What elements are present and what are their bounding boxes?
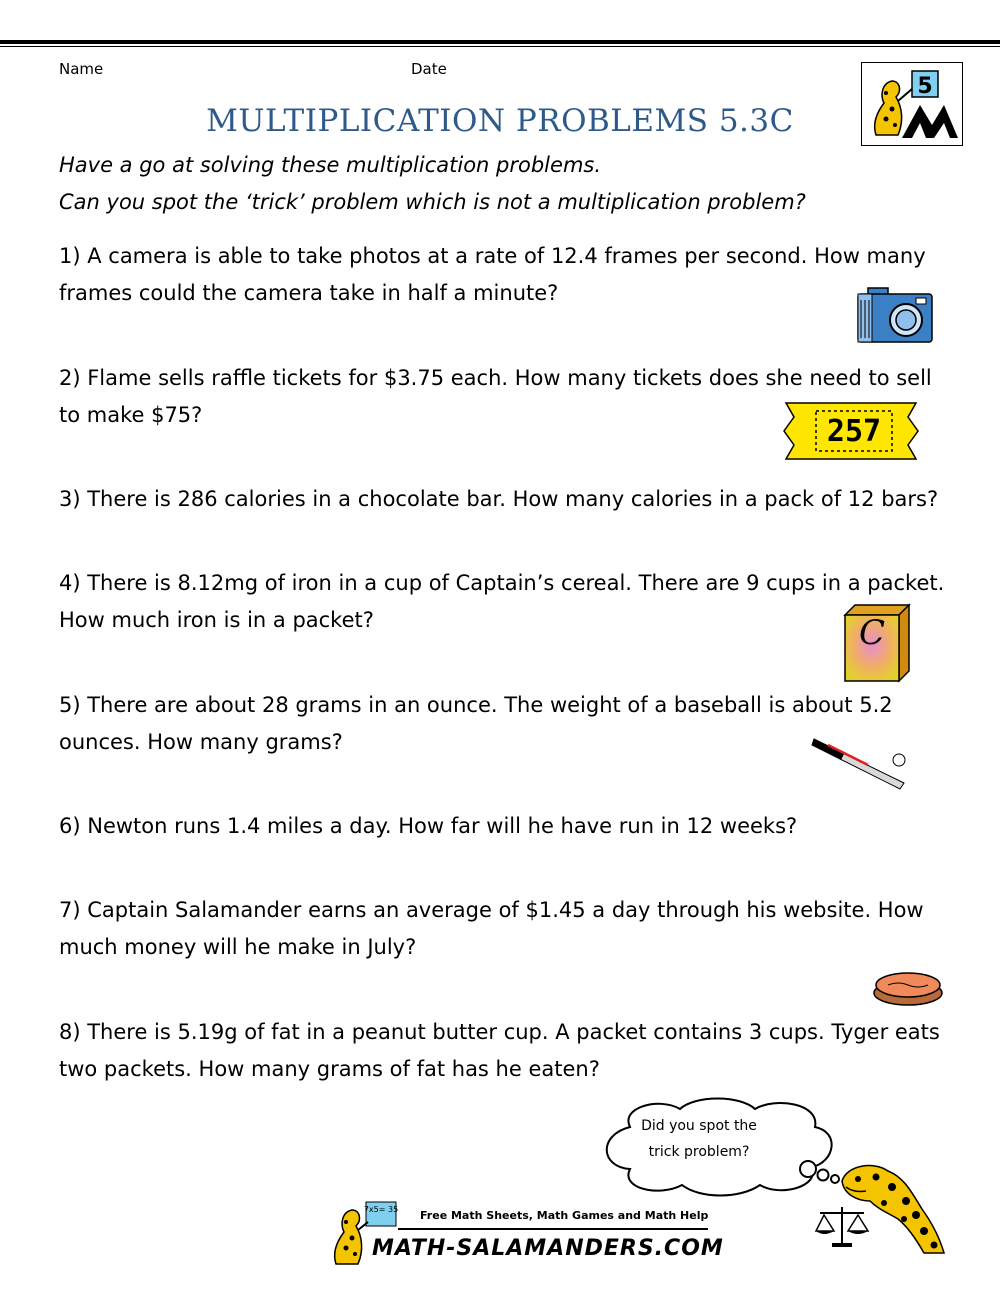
problem-6: 6) Newton runs 1.4 miles a day. How far will he have run in 12 weeks? <box>59 814 798 838</box>
footer-brand: MATH-SALAMANDERS.COM <box>372 1236 724 1261</box>
problem-3: 3) There is 286 calories in a chocolate bar. How many calories in a pack of 12 bars? <box>59 487 939 511</box>
page-title: MULTIPLICATION PROBLEMS 5.3C <box>206 103 794 139</box>
intro-line-1: Have a go at solving these multiplication problems. <box>59 153 602 177</box>
name-label: Name <box>59 60 104 78</box>
pie-icon <box>870 967 946 1011</box>
footer-divider <box>398 1228 708 1230</box>
top-rule-thin <box>0 46 1000 47</box>
ticket-number: 257 <box>826 414 882 449</box>
bubble-line-2: trick problem? <box>648 1144 750 1160</box>
problem-8: 8) There is 5.19g of fat in a peanut butter cup. A packet contains 3 cups. Tyger eats two packets. How many grams of fat has he eaten? <box>59 1020 940 1081</box>
camera-icon <box>856 286 934 348</box>
footer-tagline: Free Math Sheets, Math Games and Math Help <box>420 1209 709 1222</box>
problem-4: 4) There is 8.12mg of iron in a cup of Captain’s cereal. There are 9 cups in a packet. How much iron is in a packet? <box>59 571 945 632</box>
problem-2: 2) Flame sells raffle tickets for $3.75 each. How many tickets does she need to sell to make $75? <box>59 366 932 427</box>
problem-5: 5) There are about 28 grams in an ounce. The weight of a baseball is about 5.2 ounces. How many grams? <box>59 693 893 754</box>
baseball-bat-icon <box>808 733 912 795</box>
cereal-letter: C <box>858 613 885 653</box>
salamander-with-scales-icon <box>812 1157 947 1261</box>
top-rule <box>0 40 1000 44</box>
problem-1: 1) A camera is able to take photos at a rate of 12.4 frames per second. How many frames could the camera take in half a minute? <box>59 244 926 305</box>
bubble-line-1: Did you spot the <box>641 1118 757 1134</box>
problem-7: 7) Captain Salamander earns an average of $1.45 a day through his website. How much money will he make in July? <box>59 898 924 959</box>
footer-board-text: 7x5= 35 <box>363 1205 398 1214</box>
intro-line-2: Can you spot the ‘trick’ problem which is not a multiplication problem? <box>59 190 806 214</box>
date-label: Date <box>411 60 447 78</box>
grade-badge-number: 5 <box>917 74 933 99</box>
